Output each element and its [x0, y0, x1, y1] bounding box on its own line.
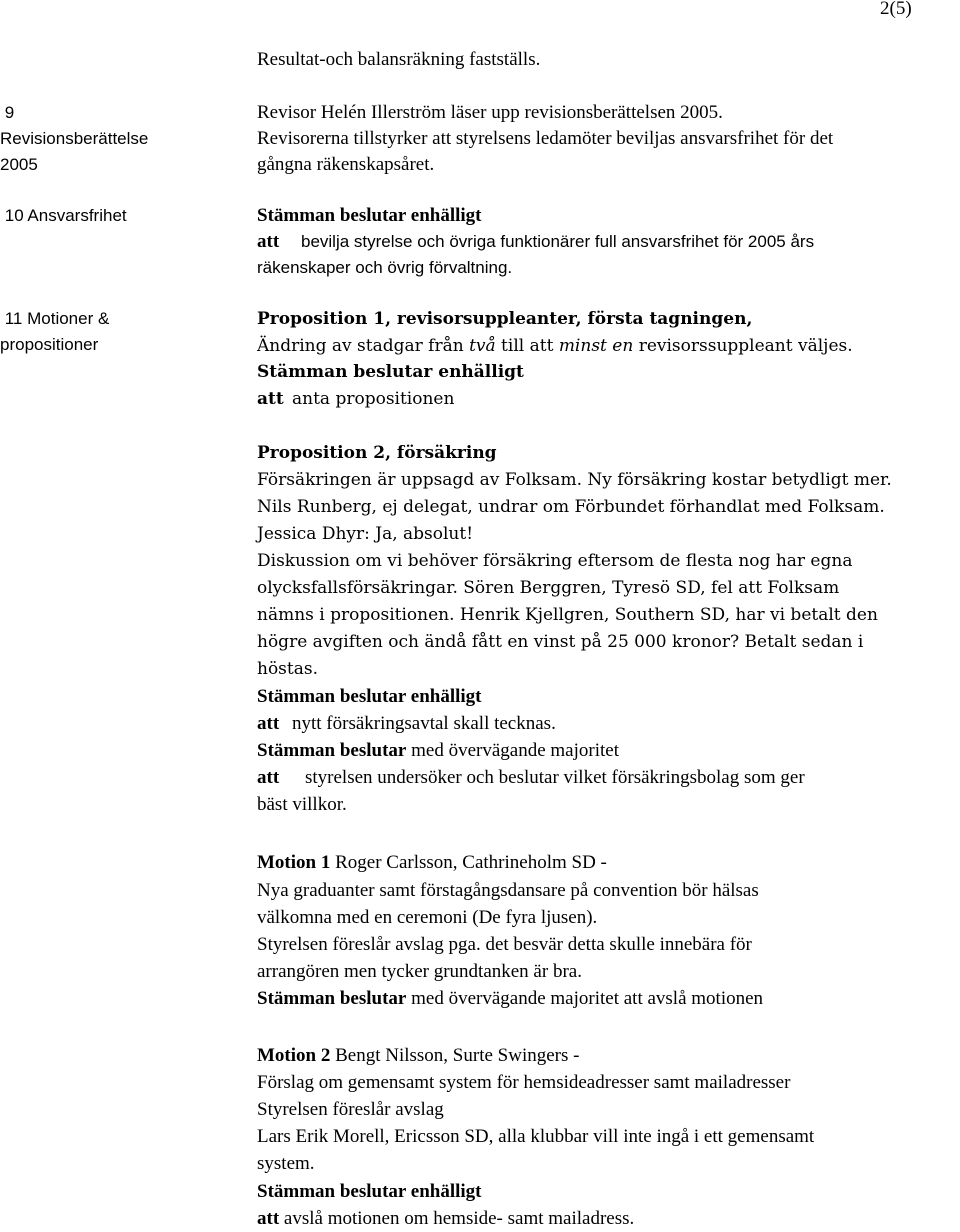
section-9-year: 2005	[0, 155, 38, 174]
prop2-line: Jessica Dhyr: Ja, absolut!	[257, 524, 474, 544]
intro-line: Resultat-och balansräkning fastställs.	[257, 49, 541, 70]
prop2-att-2-cont: bäst villkor.	[257, 794, 347, 815]
prop2-line: nämns i propositionen. Henrik Kjellgren, Southern SD, har vi betalt den	[257, 605, 878, 625]
motion1-heading: Motion 1 Roger Carlsson, Cathrineholm SD -	[257, 852, 607, 873]
motion2-heading: Motion 2 Bengt Nilsson, Surte Swingers -	[257, 1045, 580, 1066]
motion2-line: Styrelsen föreslår avslag	[257, 1099, 444, 1120]
motion1-line: Styrelsen föreslår avslag pga. det besvär detta skulle innebära för	[257, 934, 752, 955]
section-10-mark: 10 Ansvarsfrihet	[0, 203, 127, 229]
page-number: 2(5)	[880, 0, 912, 19]
motion1-line: Nya graduanter samt förstagångsdansare på convention bör hälsas	[257, 880, 759, 901]
prop1-title: Proposition 1, revisorsuppleanter, första tagningen,	[257, 309, 753, 329]
section-9-line: Revisor Helén Illerström läser upp revisionsberättelsen 2005.	[257, 102, 723, 123]
section-11-mark: 11 Motioner &	[0, 306, 109, 332]
motion1-decision: Stämman beslutar med övervägande majoritet att avslå motionen	[257, 988, 764, 1009]
motion2-line: Förslag om gemensamt system för hemsideadresser samt mailadresser	[257, 1072, 791, 1093]
prop2-line: högre avgiften och ändå fått en vinst på 25 000 kronor? Betalt sedan i	[257, 632, 864, 652]
section-10-att-cont: räkenskaper och övrig förvaltning.	[257, 258, 513, 277]
section-9-line: gångna räkenskapsåret.	[257, 154, 435, 175]
prop1-line: Ändring av stadgar från två till att minst en revisorssuppleant väljes.	[257, 336, 853, 356]
motion1-line: välkomna med en ceremoni (De fyra ljusen).	[257, 907, 598, 928]
prop2-decision-2: Stämman beslutar med övervägande majoritet	[257, 740, 619, 761]
section-11-mark-2: propositioner	[0, 335, 99, 354]
prop2-decision: Stämman beslutar enhälligt	[257, 686, 482, 707]
prop2-att-2: att styrelsen undersöker och beslutar vilket försäkringsbolag som ger	[257, 767, 805, 788]
prop2-line: höstas.	[257, 659, 319, 679]
prop2-line: olycksfallsförsäkringar. Sören Berggren, Tyresö SD, fel att Folksam	[257, 578, 840, 598]
prop2-line: Diskussion om vi behöver försäkring eftersom de flesta nog har egna	[257, 551, 853, 571]
motion2-decision: Stämman beslutar enhälligt	[257, 1181, 482, 1202]
prop1-att: att anta propositionen	[257, 389, 455, 409]
prop2-title: Proposition 2, försäkring	[257, 443, 497, 463]
prop2-line: Försäkringen är uppsagd av Folksam. Ny försäkring kostar betydligt mer.	[257, 470, 892, 490]
prop2-line: Nils Runberg, ej delegat, undrar om Förbundet förhandlat med Folksam.	[257, 497, 885, 517]
section-10-att: att bevilja styrelse och övriga funktionärer full ansvarsfrihet för 2005 års	[257, 231, 815, 252]
prop2-att: att nytt försäkringsavtal skall tecknas.	[257, 713, 556, 734]
section-9-title: Revisionsberättelse	[0, 129, 149, 148]
section-9-mark: 9	[0, 100, 14, 126]
motion1-line: arrangören men tycker grundtanken är bra.	[257, 961, 582, 982]
motion2-line: Lars Erik Morell, Ericsson SD, alla klubbar vill inte ingå i ett gemensamt	[257, 1126, 815, 1147]
motion2-att: att avslå motionen om hemside- samt mailadress.	[257, 1208, 635, 1229]
section-10-decision: Stämman beslutar enhälligt	[257, 205, 482, 226]
motion2-line: system.	[257, 1153, 315, 1174]
section-9-line: Revisorerna tillstyrker att styrelsens ledamöter beviljas ansvarsfrihet för det	[257, 128, 834, 149]
prop1-decision: Stämman beslutar enhälligt	[257, 362, 524, 382]
